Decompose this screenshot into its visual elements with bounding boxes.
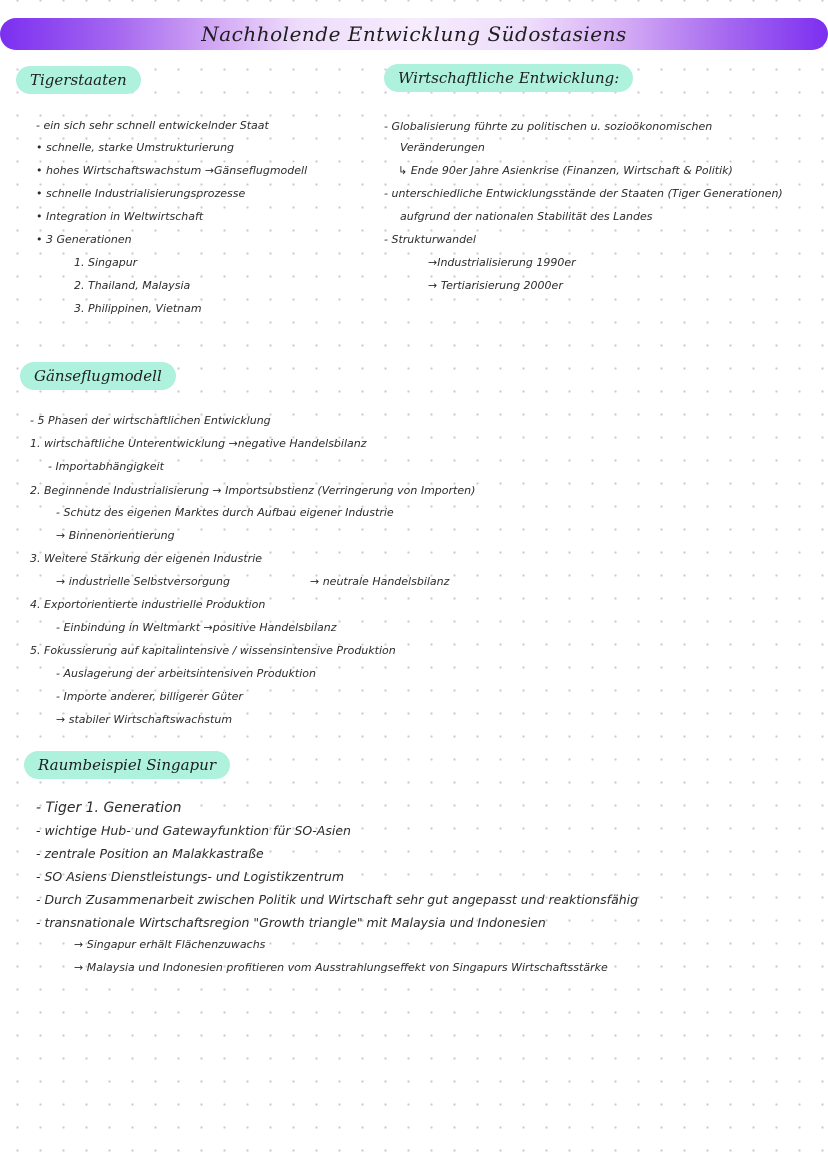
note-line: → stabiler Wirtschaftswachstum — [56, 713, 233, 726]
note-line: → industrielle Selbstversorgung — [56, 575, 230, 588]
note-line: - Importe anderer, billigerer Güter — [56, 690, 243, 703]
note-line: 2. Beginnende Industrialisierung → Importsubstienz (Verringerung von Importen) — [30, 484, 476, 497]
note-line: • 3 Generationen — [36, 233, 132, 246]
note-line: 2. Thailand, Malaysia — [74, 279, 191, 292]
note-line: • hohes Wirtschaftswachstum →Gänseflugmodell — [36, 164, 308, 177]
note-line: → Malaysia und Indonesien profitieren vom Ausstrahlungseffekt von Singapurs Wirtschaftsstärke — [74, 961, 608, 974]
heading-tigerstaaten: Tigerstaaten — [16, 66, 141, 94]
heading-raumbeispiel-singapur: Raumbeispiel Singapur — [24, 751, 230, 779]
note-line: Veränderungen — [400, 141, 485, 154]
note-line: - Tiger 1. Generation — [36, 800, 182, 816]
note-line: • schnelle Industrialisierungsprozesse — [36, 187, 246, 200]
note-line: aufgrund der nationalen Stabilität des Landes — [400, 210, 653, 223]
page-title: Nachholende Entwicklung Südostasiens — [201, 22, 627, 46]
note-line: - Durch Zusammenarbeit zwischen Politik und Wirtschaft sehr gut angepasst und reaktionsfähig — [36, 892, 639, 907]
note-line: 1. wirtschaftliche Unterentwicklung →negative Handelsbilanz — [30, 437, 367, 450]
note-line: - Importabhängigkeit — [48, 460, 164, 473]
note-line: - wichtige Hub- und Gatewayfunktion für SO-Asien — [36, 823, 351, 838]
note-line: • schnelle, starke Umstrukturierung — [36, 141, 235, 154]
note-line: - SO Asiens Dienstleistungs- und Logistikzentrum — [36, 869, 345, 884]
note-line: - unterschiedliche Entwicklungsstände der Staaten (Tiger Generationen) — [384, 187, 783, 200]
note-line: → Tertiarisierung 2000er — [428, 279, 563, 292]
note-line: • Integration in Weltwirtschaft — [36, 210, 204, 223]
note-line: - Strukturwandel — [384, 233, 476, 246]
note-line: - Auslagerung der arbeitsintensiven Produktion — [56, 667, 316, 680]
note-line: 3. Weitere Stärkung der eigenen Industrie — [30, 552, 263, 565]
note-line: - 5 Phasen der wirtschaftlichen Entwicklung — [30, 414, 271, 427]
note-line: → Binnenorientierung — [56, 529, 175, 542]
note-line: - ein sich sehr schnell entwickelnder Staat — [36, 119, 269, 132]
heading-wirtschaftliche-entwicklung: Wirtschaftliche Entwicklung: — [384, 64, 633, 92]
note-line: - Globalisierung führte zu politischen u. sozioökonomischen — [384, 120, 713, 133]
note-line: - zentrale Position an Malakkastraße — [36, 846, 264, 861]
note-line: 1. Singapur — [74, 256, 138, 269]
note-line: → Singapur erhält Flächenzuwachs — [74, 938, 266, 951]
note-line: 3. Philippinen, Vietnam — [74, 302, 202, 315]
title-banner — [0, 18, 828, 50]
note-line: - transnationale Wirtschaftsregion "Growth triangle" mit Malaysia und Indonesien — [36, 915, 546, 930]
note-line: 4. Exportorientierte industrielle Produktion — [30, 598, 266, 611]
note-line: - Schutz des eigenen Marktes durch Aufbau eigener Industrie — [56, 506, 394, 519]
heading-gaenseflugmodell: Gänseflugmodell — [20, 362, 176, 390]
note-line: 5. Fokussierung auf kapitalintensive / wissensintensive Produktion — [30, 644, 396, 657]
note-line: - Einbindung in Weltmarkt →positive Handelsbilanz — [56, 621, 337, 634]
note-line: ↳ Ende 90er Jahre Asienkrise (Finanzen, Wirtschaft & Politik) — [398, 164, 733, 177]
note-line: → neutrale Handelsbilanz — [310, 575, 450, 588]
note-line: →Industrialisierung 1990er — [428, 256, 576, 269]
